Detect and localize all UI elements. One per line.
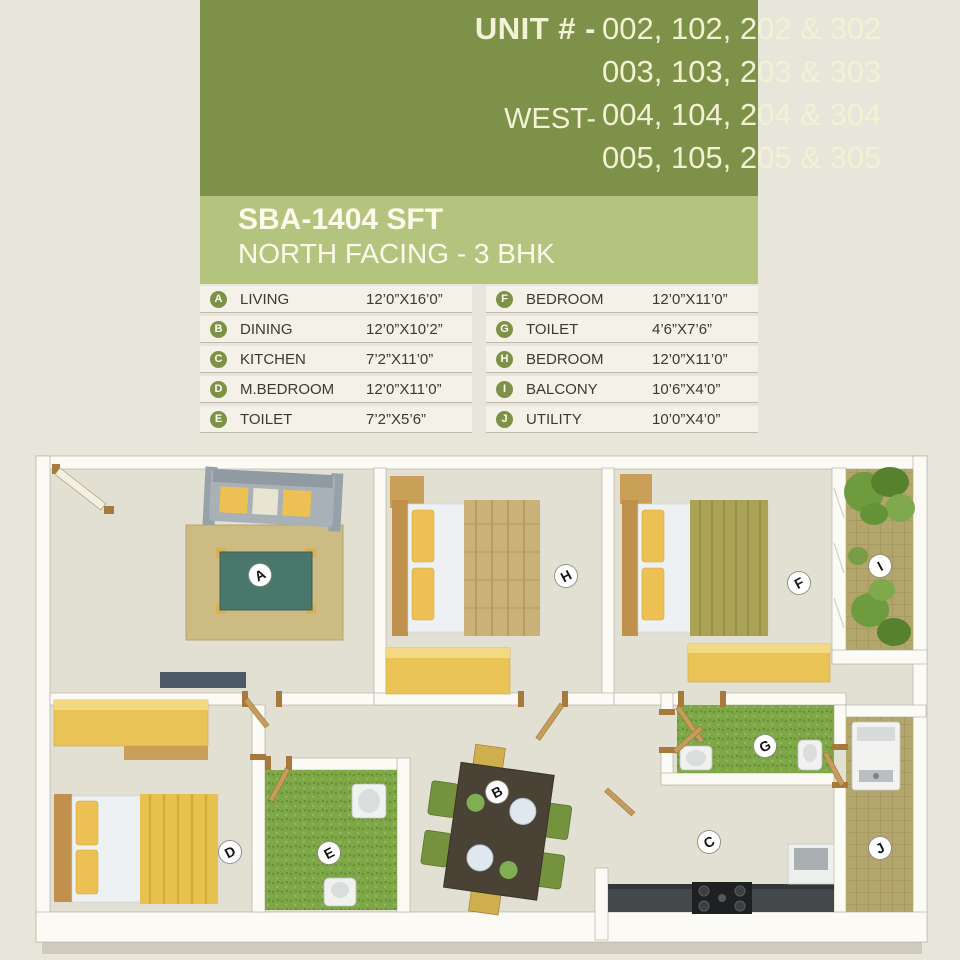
room-letter-badge: H — [496, 351, 513, 368]
room-master-bedroom — [54, 700, 218, 904]
legend-row — [486, 286, 758, 312]
legend-row — [486, 376, 758, 402]
unit-header — [200, 0, 882, 196]
room-letter-badge: C — [210, 351, 227, 368]
room-name: KITCHEN — [240, 350, 306, 368]
unit-line: 004, 104, 204 & 304 — [602, 97, 882, 132]
room-letter-badge: D — [210, 381, 227, 398]
legend-row — [200, 346, 472, 372]
room-letter-badge: J — [496, 411, 513, 428]
legend-row — [200, 286, 472, 312]
svg-text:C: C — [700, 832, 718, 852]
room-legend — [200, 286, 758, 436]
kitchen-sink — [788, 844, 834, 884]
svg-text:G: G — [756, 736, 774, 756]
room-name: DINING — [240, 320, 293, 338]
chair — [421, 830, 451, 867]
legend-row — [200, 316, 472, 342]
svg-text:E: E — [321, 843, 337, 863]
room-name: TOILET — [240, 410, 293, 428]
bed-headboard — [392, 500, 408, 636]
tv-unit — [160, 672, 246, 688]
room-letter-badge: E — [210, 411, 227, 428]
room-toilet-e — [265, 770, 397, 910]
room-size: 12’0”X11’0” — [652, 290, 728, 308]
unit-line: 005, 105, 205 & 305 — [602, 140, 882, 175]
room-size: 12’0”X16’0” — [366, 290, 443, 308]
unit-line: 003, 103, 203 & 303 — [602, 54, 882, 89]
room-size: 10’0”X4’0” — [652, 410, 721, 428]
toilet-seat — [798, 740, 822, 770]
svg-text:F: F — [791, 573, 807, 593]
pillow — [412, 510, 434, 562]
west-label: WEST- — [504, 103, 596, 135]
room-name: UTILITY — [526, 410, 582, 428]
toilet-seat — [324, 878, 356, 906]
room-letter-badge: G — [496, 321, 513, 338]
room-letter-badge: I — [496, 381, 513, 398]
svg-text:D: D — [221, 842, 239, 862]
legend-column-right — [486, 286, 758, 436]
unit-line: 002, 102, 202 & 302 — [602, 11, 882, 46]
chair — [428, 781, 458, 818]
room-name: BEDROOM — [526, 290, 604, 308]
room-size: 4’6”X7’6” — [652, 320, 713, 338]
pillow — [76, 850, 98, 894]
room-size: 12’0”X11’0” — [366, 380, 442, 398]
room-size: 7’2”X5’6” — [366, 410, 427, 428]
wardrobe — [386, 648, 510, 694]
stove — [692, 882, 752, 914]
pillow — [642, 510, 664, 562]
bed-blanket — [464, 500, 540, 636]
legend-row — [486, 316, 758, 342]
room-size: 10’6”X4’0” — [652, 380, 721, 398]
room-name: BALCONY — [526, 380, 598, 398]
svg-text:A: A — [251, 565, 269, 585]
room-utility — [846, 717, 913, 912]
room-letter-badge: A — [210, 291, 227, 308]
floor-plan — [28, 448, 935, 958]
svg-text:H: H — [557, 566, 575, 586]
sink — [680, 746, 712, 770]
pillow — [642, 568, 664, 620]
facing-label: NORTH FACING - 3 BHK — [238, 238, 555, 269]
unit-number-list — [602, 7, 881, 179]
plan-shadow — [42, 942, 922, 954]
svg-text:J: J — [872, 839, 888, 857]
room-name: M.BEDROOM — [240, 380, 335, 398]
bed-headboard — [54, 794, 72, 902]
side-table — [620, 474, 652, 504]
sba-header — [200, 196, 758, 284]
room-name: BEDROOM — [526, 350, 604, 368]
wardrobe — [688, 644, 830, 682]
bed-blanket — [140, 794, 218, 904]
room-size: 12’0”X10’2” — [366, 320, 443, 338]
room-size: 12’0”X11’0” — [652, 350, 728, 368]
room-letter-badge: B — [210, 321, 227, 338]
svg-text:I: I — [874, 558, 886, 574]
room-letter-badge: F — [496, 291, 513, 308]
pillow — [76, 801, 98, 845]
room-name: LIVING — [240, 290, 290, 308]
bed-blanket — [690, 500, 768, 636]
washing-machine — [852, 722, 900, 790]
svg-text:B: B — [488, 782, 506, 802]
sba-area: SBA-1404 SFT — [238, 203, 444, 236]
room-name: TOILET — [526, 320, 579, 338]
sink — [352, 784, 386, 818]
legend-row — [200, 406, 472, 432]
legend-column-left — [200, 286, 472, 436]
pillow — [412, 568, 434, 620]
legend-row — [200, 376, 472, 402]
unit-label: UNIT # - — [474, 11, 596, 46]
legend-row — [486, 346, 758, 372]
legend-row — [486, 406, 758, 432]
bed-headboard — [622, 500, 638, 636]
room-size: 7’2”X11’0” — [366, 350, 434, 368]
